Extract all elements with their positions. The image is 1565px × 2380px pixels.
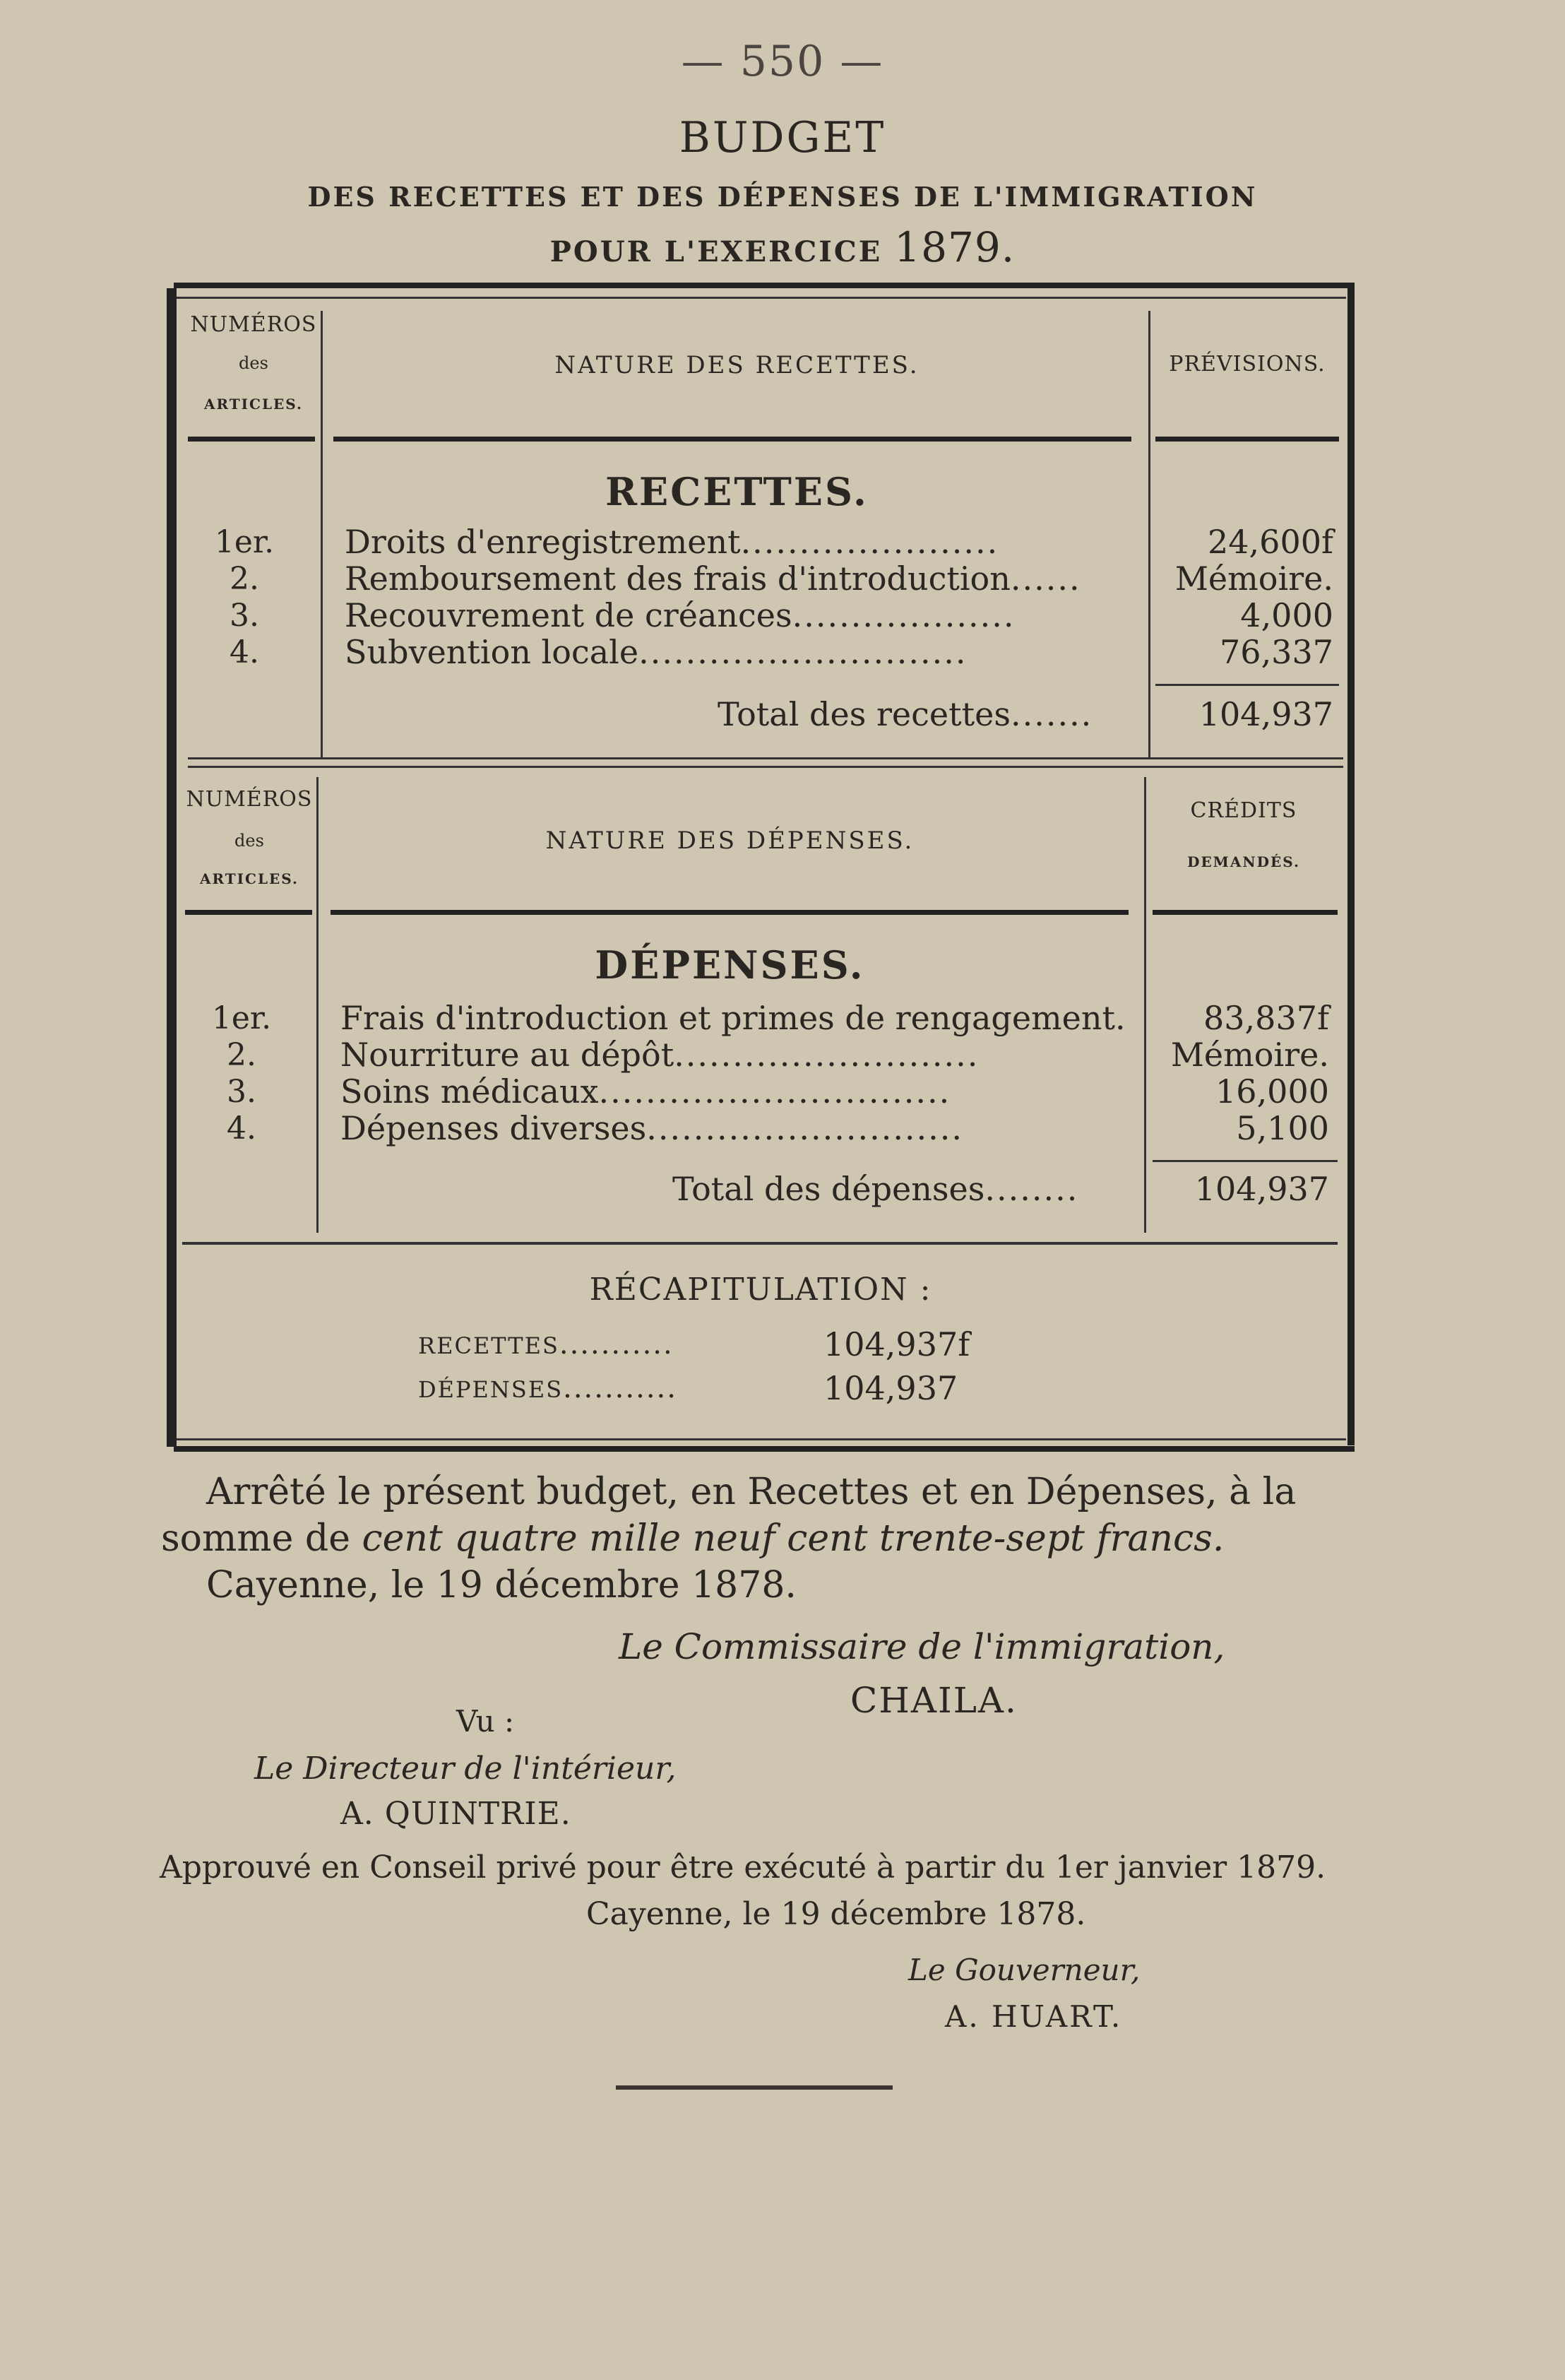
depenses-row-label: Soins médicaux.............................. (340, 1072, 951, 1111)
recettes-section-title: RECETTES. (605, 469, 869, 514)
budget-table (167, 283, 1355, 1452)
recettes-row-label: Droits d'enregistrement...................... (345, 523, 999, 561)
depenses-section-title: DÉPENSES. (595, 942, 865, 988)
title-exercice (0, 223, 1565, 271)
depenses-total-amount: 104,937 (1194, 1170, 1329, 1208)
recettes-header-num-1: NUMÉROS (190, 312, 317, 337)
depenses-row-num: 2. (227, 1037, 256, 1073)
recettes-total-amount: 104,937 (1198, 695, 1333, 733)
section-divider-2 (188, 766, 1343, 768)
recettes-total-label: Total des recettes....... (718, 695, 1093, 733)
recettes-header-rule-2 (333, 437, 1131, 442)
title-year: 1879. (894, 223, 1016, 271)
recettes-total-rule (1155, 684, 1339, 686)
approbation-date: Cayenne, le 19 décembre 1878. (586, 1896, 1086, 1932)
recettes-row-num: 1er. (214, 524, 275, 560)
recap-recettes-amount: 104,937f (823, 1325, 970, 1363)
recettes-row-num: 2. (230, 561, 259, 597)
depenses-header-rule-2 (331, 910, 1129, 915)
table-border-bottom (174, 1446, 1355, 1452)
depenses-row-amount: Mémoire. (1170, 1036, 1329, 1074)
vu-label: Vu : (456, 1704, 515, 1739)
recap-depenses-label: DÉPENSES........... (418, 1372, 677, 1404)
title-subtitle: DES RECETTES ET DES DÉPENSES DE L'IMMIGRATION (307, 181, 1258, 213)
depenses-header-nature: NATURE DES DÉPENSES. (545, 827, 915, 855)
table-border-bottom-inner (177, 1438, 1346, 1440)
gouverneur-name: A. HUART. (945, 1999, 1123, 2034)
recettes-row-amount: 4,000 (1240, 596, 1333, 634)
arrete-line-2 (161, 1516, 1224, 1561)
recettes-row-label: Subvention locale............................ (345, 633, 968, 671)
recettes-row-num: 4. (230, 634, 259, 670)
depenses-row-num: 1er. (211, 1000, 272, 1036)
depenses-row-label: Nourriture au dépôt.......................... (340, 1036, 980, 1074)
depenses-header-rule-3 (1153, 910, 1338, 915)
recettes-header-nature: NATURE DES RECETTES. (554, 351, 920, 379)
recettes-header-num-3: ARTICLES. (204, 396, 303, 413)
recap-title: RÉCAPITULATION : (589, 1272, 932, 1308)
arrete-line-1: Arrêté le présent budget, en Recettes et en Dépenses, à la (206, 1471, 1297, 1513)
recap-depenses-amount: 104,937 (823, 1369, 958, 1407)
table-border-top (174, 283, 1355, 288)
directeur-title: Le Directeur de l'intérieur, (254, 1751, 677, 1787)
recap-divider (182, 1242, 1338, 1245)
arrete-date: Cayenne, le 19 décembre 1878. (206, 1564, 797, 1606)
depenses-header-num-3: ARTICLES. (200, 870, 299, 887)
depenses-row-num: 3. (227, 1074, 256, 1110)
recettes-row-amount: 24,600f (1208, 523, 1333, 561)
depenses-row-label: Dépenses diverses........................... (340, 1109, 964, 1147)
depenses-row-num: 4. (227, 1111, 256, 1147)
depenses-row-amount: 16,000 (1215, 1072, 1329, 1111)
recettes-row-amount: 76,337 (1220, 633, 1333, 671)
approbation-line-1: Approuvé en Conseil privé pour être exécuté à partir du 1er janvier 1879. (160, 1849, 1326, 1885)
recap-recettes-label: RECETTES........... (418, 1328, 674, 1361)
arrete-amount-words: cent quatre mille neuf cent trente-sept francs. (362, 1517, 1225, 1560)
title-exercice-prefix: POUR L'EXERCICE (549, 235, 883, 268)
title-budget: BUDGET (679, 113, 886, 162)
depenses-header-credits-2: DEMANDÉS. (1187, 853, 1300, 870)
depenses-header-num-1: NUMÉROS (186, 787, 313, 812)
recettes-row-label: Remboursement des frais d'introduction...... (345, 560, 1081, 598)
depenses-header-num-2: des (234, 831, 264, 851)
page-number: — 550 — (681, 37, 884, 86)
recettes-row-label: Recouvrement de créances................... (345, 596, 1016, 634)
depenses-row-label: Frais d'introduction et primes de rengagement. (340, 999, 1127, 1037)
recettes-row-num: 3. (230, 598, 259, 634)
commissaire-name: CHAILA. (850, 1680, 1018, 1721)
depenses-total-label: Total des dépenses........ (672, 1170, 1079, 1208)
commissaire-title: Le Commissaire de l'immigration, (619, 1626, 1225, 1667)
recettes-header-num-2: des (239, 353, 268, 373)
recettes-header-previsions: PRÉVISIONS. (1169, 352, 1326, 377)
gouverneur-title: Le Gouverneur, (908, 1953, 1141, 1987)
depenses-header-credits-1: CRÉDITS (1190, 798, 1297, 823)
recettes-col-divider-1 (321, 311, 323, 757)
depenses-total-rule (1153, 1160, 1338, 1162)
recettes-row-amount: Mémoire. (1174, 560, 1333, 598)
depenses-row-amount: 5,100 (1236, 1109, 1329, 1147)
recettes-header-rule-3 (1155, 437, 1339, 442)
recettes-header-rule-1 (188, 437, 315, 442)
closing-rule (616, 2085, 893, 2090)
arrete-line-2-prefix: somme de (161, 1517, 350, 1560)
table-border-top-inner (177, 297, 1346, 299)
section-divider-1 (188, 757, 1343, 759)
directeur-name: A. QUINTRIE. (340, 1796, 571, 1832)
depenses-row-amount: 83,837f (1203, 999, 1329, 1037)
depenses-header-rule-1 (185, 910, 312, 915)
